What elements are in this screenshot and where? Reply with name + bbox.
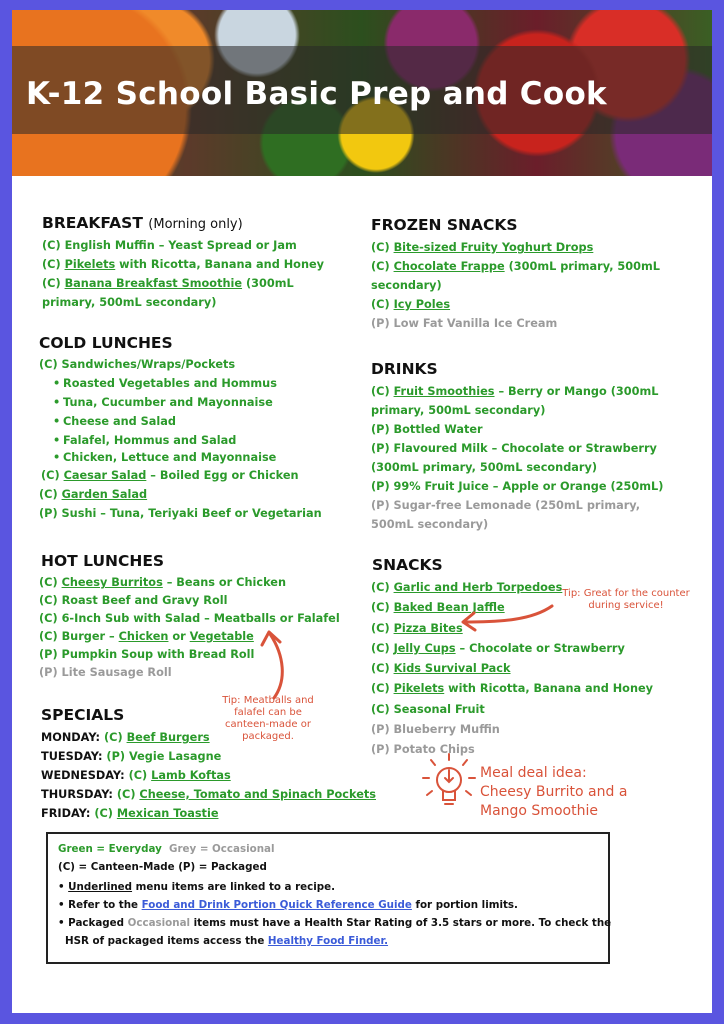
legend-note: • Packaged Occasional items must have a Health Star Rating of 3.5 stars or more. To check the	[58, 917, 612, 929]
recipe-link[interactable]: Pikelets	[64, 258, 116, 271]
meatballs-tip: Tip: Meatballs and falafel can be canteen-made or packaged.	[222, 695, 314, 742]
meal-deal-idea: Meal deal idea: Cheesy Burrito and a Mango Smoothie	[480, 765, 628, 819]
recipe-link[interactable]: Garden Salad	[61, 488, 148, 501]
menu-item: (C) Burger – Chicken or Vegetable	[39, 630, 254, 643]
menu-item: (C) Roast Beef and Gravy Roll	[39, 594, 228, 607]
menu-item: (C) Pikelets with Ricotta, Banana and Honey	[42, 258, 325, 271]
menu-item-occasional: (P) Sugar-free Lemonade (250mL primary, 500mL secondary)	[371, 499, 641, 531]
menu-item: (C) Banana Breakfast Smoothie (300mL primary, 500mL secondary)	[42, 277, 294, 309]
arrow-curve-icon	[270, 634, 282, 698]
recipe-link[interactable]: Kids Survival Pack	[393, 662, 511, 676]
hot-lunches-heading: HOT LUNCHES	[41, 552, 165, 570]
menu-item: (C) Bite-sized Fruity Yoghurt Drops	[371, 241, 594, 254]
menu-item: (C) Fruit Smoothies – Berry or Mango (300mL primary, 500mL secondary)	[371, 385, 659, 417]
legend-note: • Refer to the Food and Drink Portion Quick Reference Guide for portion limits.	[58, 899, 518, 911]
menu-item: (C) 6-Inch Sub with Salad – Meatballs or Falafel	[39, 612, 340, 625]
recipe-link[interactable]: Cheese, Tomato and Spinach Pockets	[139, 788, 376, 801]
breakfast-heading: BREAKFAST (Morning only)	[42, 214, 243, 232]
list-item: • Chicken, Lettuce and Mayonnaise	[51, 450, 349, 466]
menu-item: (C) Garlic and Herb Torpedoes	[371, 581, 563, 594]
menu-page	[12, 10, 712, 1013]
recipe-link[interactable]: Jelly Cups	[393, 641, 456, 655]
legend-note: • Underlined menu items are linked to a recipe.	[58, 881, 336, 893]
counter-tip: Tip: Great for the counter during service!	[562, 588, 690, 611]
snacks-heading: SNACKS	[372, 556, 443, 574]
special-row: MONDAY: (C) Beef Burgers	[41, 731, 210, 744]
menu-item: (P) 99% Fruit Juice – Apple or Orange (250mL)	[371, 480, 664, 493]
recipe-link[interactable]: Baked Bean Jaffle	[393, 601, 505, 615]
menu-item: (C) Chocolate Frappe (300mL primary, 500mL secondary)	[371, 260, 660, 292]
arrow-curve-icon	[464, 606, 552, 622]
menu-item: (C) Seasonal Fruit	[371, 702, 485, 716]
menu-item-occasional: (P) Low Fat Vanilla Ice Cream	[371, 317, 558, 330]
special-row: THURSDAY: (C) Cheese, Tomato and Spinach Pockets	[41, 788, 376, 801]
recipe-link[interactable]: Pizza Bites	[393, 621, 463, 635]
special-row: WEDNESDAY: (C) Lamb Koftas	[41, 769, 231, 782]
list-item: • Falafel, Hommus and Salad	[51, 431, 349, 450]
recipe-link[interactable]: Chocolate Frappe	[393, 260, 505, 273]
drinks-heading: DRINKS	[371, 360, 438, 378]
menu-item: (P) Pumpkin Soup with Bread Roll	[39, 648, 255, 661]
recipe-link[interactable]: Pikelets	[393, 682, 445, 696]
menu-item: (C) Icy Poles	[371, 298, 451, 311]
recipe-link[interactable]: Vegetable	[189, 630, 254, 643]
menu-item: (C) Pizza Bites	[371, 621, 463, 635]
menu-item: (C) Cheesy Burritos – Beans or Chicken	[39, 576, 286, 589]
specials-heading: SPECIALS	[41, 706, 125, 724]
menu-item: (C) Pikelets with Ricotta, Banana and Honey	[371, 682, 654, 696]
portion-guide-link[interactable]: Food and Drink Portion Quick Reference Guide	[141, 899, 412, 911]
cold-lunches-heading: COLD LUNCHES	[39, 334, 173, 352]
special-row: FRIDAY: (C) Mexican Toastie	[41, 807, 219, 820]
menu-item: (C) Jelly Cups – Chocolate or Strawberry	[371, 641, 625, 655]
list-item: • Roasted Vegetables and Hommus	[51, 374, 349, 393]
frozen-snacks-heading: FROZEN SNACKS	[371, 216, 518, 234]
recipe-link[interactable]: Chicken	[118, 630, 169, 643]
color-legend: Green = Everyday Grey = Occasional	[58, 843, 275, 855]
recipe-link[interactable]: Fruit Smoothies	[393, 385, 495, 398]
recipe-link[interactable]: Bite-sized Fruity Yoghurt Drops	[393, 241, 594, 254]
code-legend: (C) = Canteen-Made (P) = Packaged	[58, 861, 267, 873]
recipe-link[interactable]: Lamb Koftas	[151, 769, 231, 782]
page-title: K-12 School Basic Prep and Cook	[26, 76, 607, 112]
menu-item: (P) Bottled Water	[371, 423, 483, 436]
menu-item: (C) Kids Survival Pack	[371, 662, 511, 676]
recipe-link[interactable]: Cheesy Burritos	[61, 576, 163, 589]
recipe-link[interactable]: Mexican Toastie	[116, 807, 219, 820]
recipe-link[interactable]: Icy Poles	[393, 298, 451, 311]
menu-item: (C) English Muffin – Yeast Spread or Jam	[42, 239, 297, 252]
legend-note: HSR of packaged items access the Healthy Food Finder.	[65, 935, 389, 947]
menu-item: (C) Garden Salad	[39, 488, 148, 501]
lightbulb-icon	[423, 754, 475, 804]
menu-item: (P) Flavoured Milk – Chocolate or Strawberry (300mL primary, 500mL secondary)	[371, 442, 657, 474]
recipe-link[interactable]: Beef Burgers	[126, 731, 210, 744]
menu-item: (P) Sushi – Tuna, Teriyaki Beef or Vegetarian	[39, 507, 322, 520]
menu-item: (C) Caesar Salad – Boiled Egg or Chicken	[41, 469, 299, 482]
list-item: • Cheese and Salad	[51, 412, 349, 431]
list-item: • Tuna, Cucumber and Mayonnaise	[51, 393, 349, 412]
healthy-food-finder-link[interactable]: Healthy Food Finder.	[267, 935, 389, 947]
menu-item-occasional: (P) Potato Chips	[371, 743, 475, 757]
recipe-link[interactable]: Banana Breakfast Smoothie	[64, 277, 243, 290]
recipe-link[interactable]: Garlic and Herb Torpedoes	[393, 581, 563, 594]
menu-item-occasional: (P) Blueberry Muffin	[371, 723, 500, 737]
arrow-head-icon	[262, 632, 280, 645]
menu-item: (C) Baked Bean Jaffle	[371, 601, 505, 615]
legend-box	[46, 832, 610, 964]
special-row: TUESDAY: (P) Vegie Lasagne	[41, 750, 222, 763]
menu-item-occasional: (P) Lite Sausage Roll	[39, 666, 172, 679]
recipe-link[interactable]: Caesar Salad	[63, 469, 147, 482]
menu-item: (C) Sandwiches/Wraps/Pockets	[39, 358, 236, 371]
